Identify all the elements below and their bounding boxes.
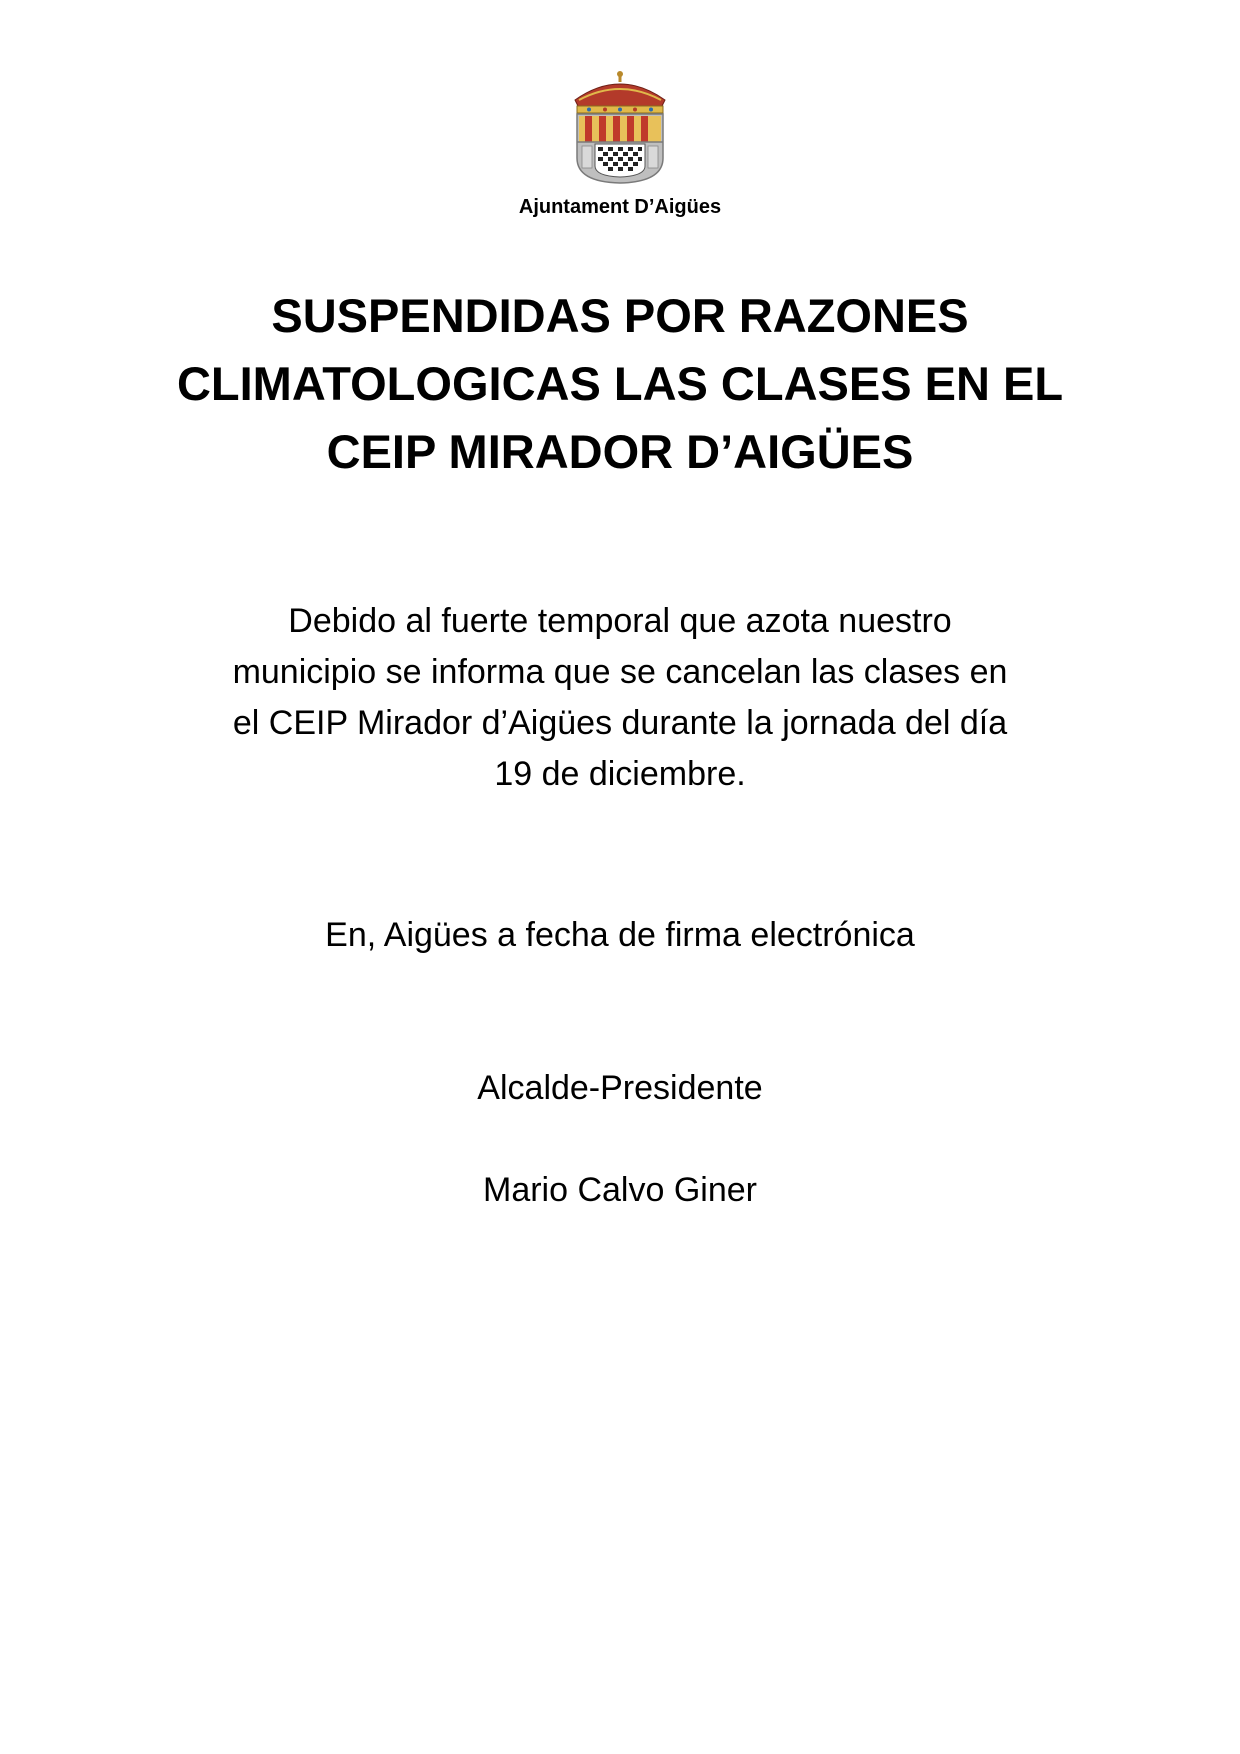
announcement-body xyxy=(0,596,1240,800)
body-line: municipio se informa que se cancelan las clases en xyxy=(232,653,1008,691)
title-line: CLIMATOLOGICAS LAS CLASES EN EL xyxy=(176,357,1064,410)
body-line: 19 de diciembre. xyxy=(494,755,746,793)
organization-name: Ajuntament D’Aigües xyxy=(518,196,722,218)
shield-icon xyxy=(577,114,663,183)
page-title xyxy=(0,282,1240,486)
body-line: el CEIP Mirador d’Aigües durante la jornada del día xyxy=(232,704,1008,742)
signer-name: Mario Calvo Giner xyxy=(483,1171,757,1209)
title-line: SUSPENDIDAS POR RAZONES xyxy=(271,289,969,342)
crown-icon xyxy=(575,71,665,113)
body-line: Debido al fuerte temporal que azota nuestro xyxy=(288,602,952,640)
coat-of-arms-icon xyxy=(565,70,675,185)
signer-role: Alcalde-Presidente xyxy=(477,1069,763,1107)
title-line: CEIP MIRADOR D’AIGÜES xyxy=(326,425,914,478)
place-date: En, Aigües a fecha de firma electrónica xyxy=(325,916,915,954)
